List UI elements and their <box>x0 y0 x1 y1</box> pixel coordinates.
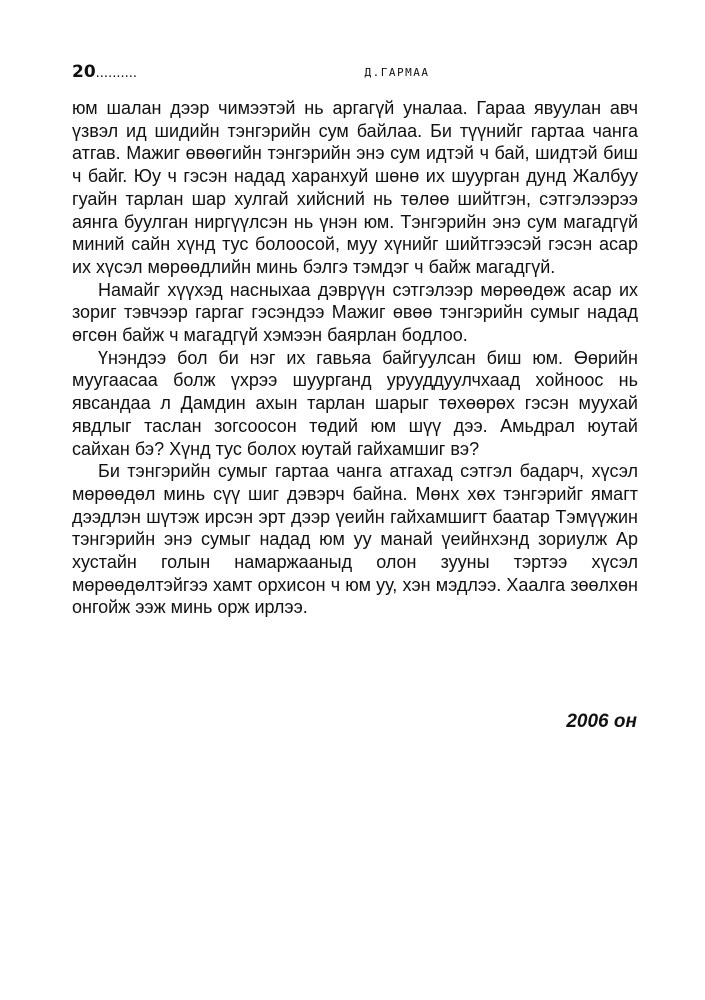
paragraph-1: юм шалан дээр чимээтэй нь аргагүй уналаа. Гараа явуулан авч үзвэл ид шидийн тэнгэрийн сум байлаа. Би түүнийг гартаа чанга атгав. Мажиг өвөөгийн тэнгэрийн энэ сум идтэй ч бай, шидтэй биш ч байг. Юу ч гэсэн надад харанхуй шөнө их шуурган дунд Жалбуу гуайн тарлан шар хулгай хийсний нь төлөө шийтгэн, сэтгэлээрээ аянга буулган ниргүүлсэн нь үнэн юм. Тэнгэрийн энэ сум магадгүй миний сайн хүнд тус болоосой, муу хүнийг шийтгээсэй гэсэн асар их хүсэл мөрөөдлийн минь бэлгэ тэмдэг ч байж магадгүй. <box>72 98 638 277</box>
paragraph-4: Би тэнгэрийн сумыг гартаа чанга атгахад сэтгэл бадарч, хүсэл мөрөөдөл минь сүү шиг дэвэрч байна. Мөнх хөх тэнгэрийг ямагт дээдлэн шүтэж ирсэн эрт дээр үеийн гайхамшигт баатар Тэмүүжин тэнгэрийн энэ сумыг надад юм уу манай үеийнхэнд зориулж Ар хустайн голын намаржааныд олон зууны тэртээ хүсэл мөрөөдөлтэйгээ хамт орхисон ч юм уу, хэн мэдлээ. Хаалга зөөлхөн онгойж ээж минь орж ирлээ. <box>72 461 638 618</box>
body-text <box>72 97 638 619</box>
paragraph-2: Намайг хүүхэд насныхаа дэврүүн сэтгэлээр мөрөөдөж асар их зориг тэвчээр гаргаг гэсэндээ Мажиг өвөө тэнгэрийн сумыг надад өгсөн байж ч магадгүй хэмээн баярлан бодлоо. <box>72 279 638 346</box>
date-signature: 2006 он <box>566 711 637 732</box>
page-number-dots: .......... <box>95 66 137 81</box>
author-name: Д.ГАРМАА <box>364 66 430 79</box>
running-header <box>72 62 632 86</box>
page-number-value: 20 <box>72 62 96 82</box>
paragraph-3: Үнэндээ бол би нэг их гавьяа байгуулсан биш юм. Өөрийн муугаасаа болж үхрээ шуурганд урууддуулчхаад хойноос нь явсандаа л Дамдин ахын тарлан шарыг төхөөрөх гэсэн муухай явдлыг таслан зогсоосон төдий юм шүү дээ. Амьдрал юутай сайхан бэ? Хүнд тус болох юутай гайхамшиг вэ? <box>72 347 638 459</box>
